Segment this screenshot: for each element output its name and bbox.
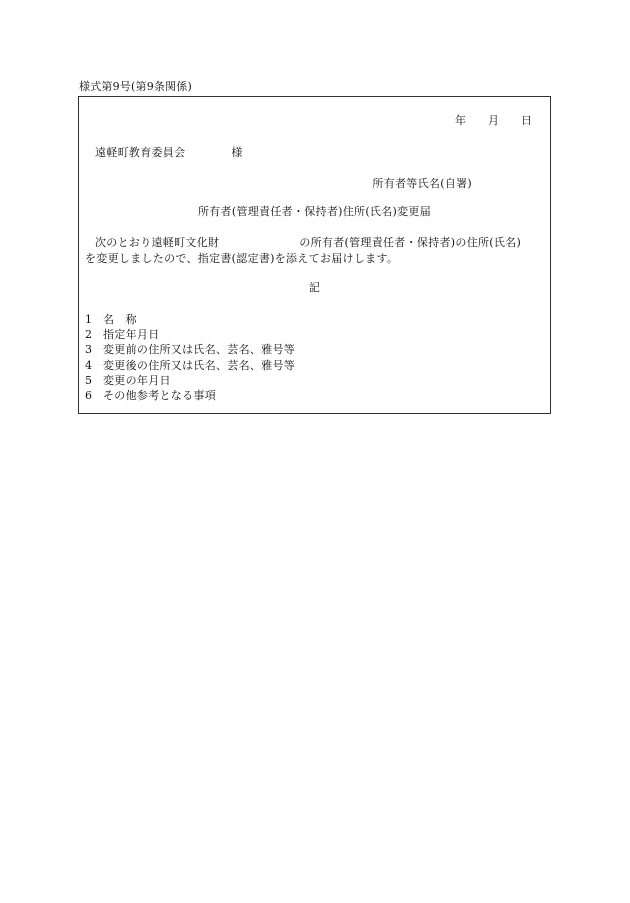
addressee-name: 遠軽町教育委員会 <box>95 146 186 159</box>
addressee-honorific: 様 <box>231 146 243 159</box>
form-number: 様式第9号(第9条関係) <box>79 80 192 93</box>
item-text: 指定年月日 <box>103 328 160 342</box>
body-line-1 <box>95 236 521 250</box>
form-frame <box>78 96 551 414</box>
item-text: 変更前の住所又は氏名、芸名、雅号等 <box>103 343 296 357</box>
date-month-label: 月 <box>488 114 499 127</box>
item-number: 4 <box>85 358 93 372</box>
item-number: 2 <box>85 328 93 342</box>
list-item <box>85 358 295 373</box>
item-list <box>85 312 295 403</box>
note-header: 記 <box>308 281 321 294</box>
body-line-2: を変更しましたので、指定書(認定書)を添えてお届けします。 <box>85 252 399 265</box>
item-number: 5 <box>85 373 93 387</box>
list-item <box>85 327 295 342</box>
body-line-1-suffix: の所有者(管理責任者・保持者)の住所(氏名) <box>299 236 522 249</box>
body-line-1-prefix: 次のとおり遠軽町文化財 <box>95 236 220 249</box>
list-item <box>85 373 295 388</box>
owner-name-label: 所有者等氏名(自署) <box>372 177 472 190</box>
list-item <box>85 342 295 357</box>
item-text: その他参考となる事項 <box>103 388 216 402</box>
date-field <box>455 114 532 128</box>
item-number: 3 <box>85 343 93 357</box>
item-text: 名 称 <box>103 313 137 326</box>
item-number: 1 <box>85 313 93 326</box>
list-item <box>85 312 295 327</box>
form-title: 所有者(管理責任者・保持者)住所(氏名)変更届 <box>197 205 432 218</box>
date-year-label: 年 <box>455 114 466 127</box>
item-text: 変更の年月日 <box>103 373 171 387</box>
item-text: 変更後の住所又は氏名、芸名、雅号等 <box>103 358 296 372</box>
addressee <box>95 146 243 160</box>
date-day-label: 日 <box>521 114 532 127</box>
item-number: 6 <box>85 388 93 402</box>
list-item <box>85 388 295 403</box>
